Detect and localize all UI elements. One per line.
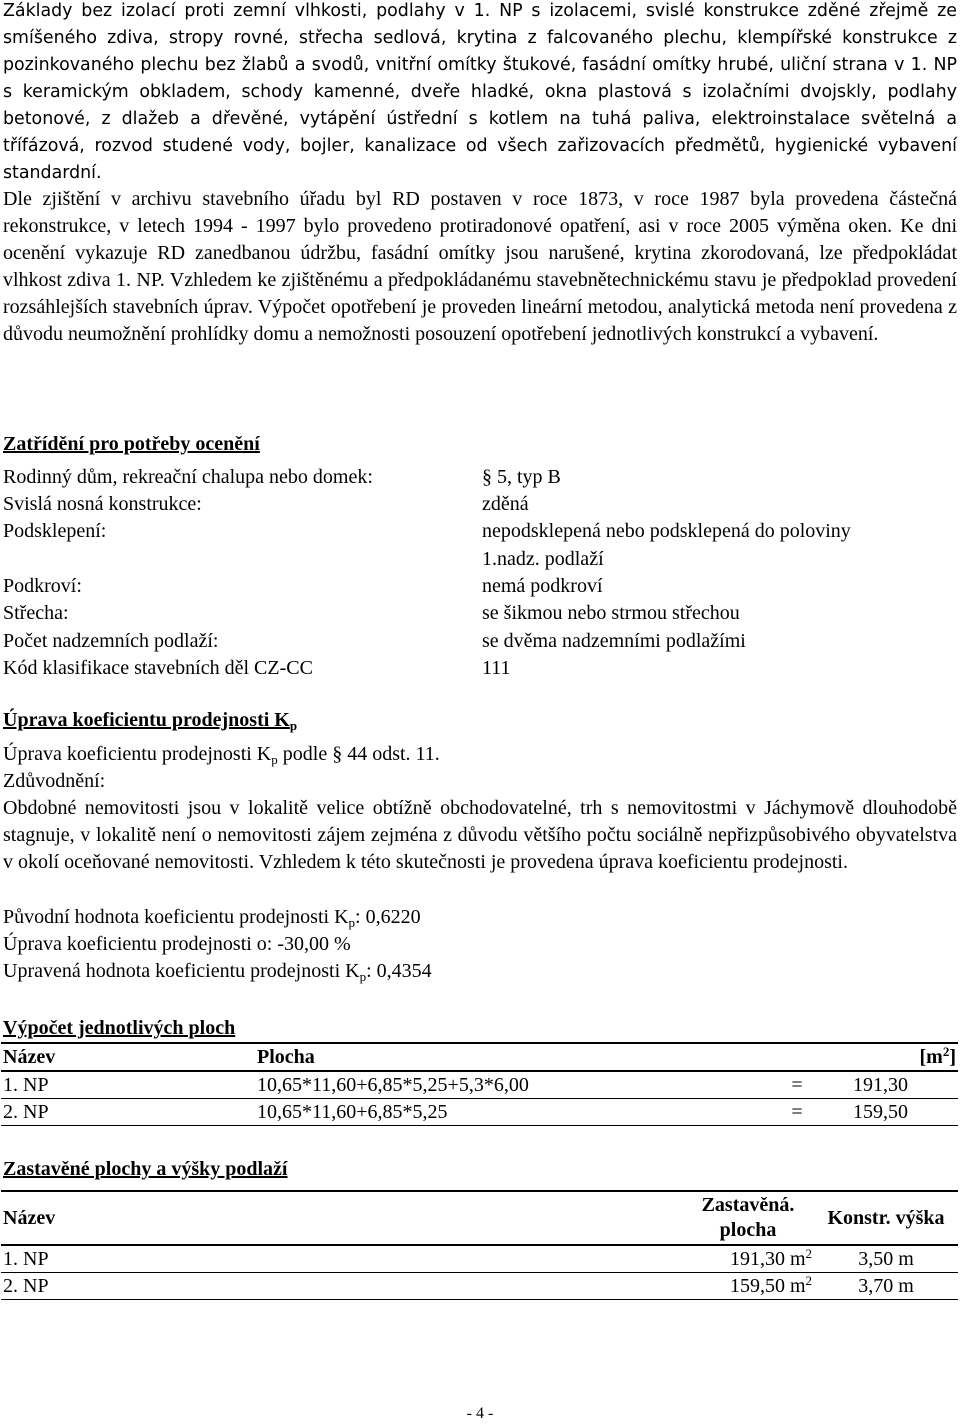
table-header-row: Název Zastavěná. plocha Konstr. výška [1, 1191, 958, 1245]
history-description [3, 186, 957, 348]
table-header-row: Název Plocha $[m^2]$ [1, 1043, 958, 1071]
kp-heading: Úprava koeficientu prodejnosti $K_p$ [3, 709, 298, 733]
table-row: 2. NP 159,50 $m^2$ 3,70 m [1, 1273, 958, 1300]
table-row: 1. NP 10,65*11,60+6,85*5,25+5,3*6,00 = 191,30 [1, 1071, 958, 1099]
classification-row: Svislá nosná konstrukce: zděná [3, 493, 529, 515]
kp-reason-label: Zdůvodnění: [3, 770, 106, 792]
kp-new-value: Upravená hodnota koeficientu prodejnosti $K_p$: 0,4354 [3, 960, 432, 984]
built-table [1, 1190, 958, 1300]
classification-row: Střecha: se šikmou nebo strmou střechou [3, 602, 740, 624]
paragraph-construction: Základy bez izolací proti zemní vlhkosti, podlahy v 1. NP s izolacemi, svislé konstrukce zděné zřejmě ze smíšeného zdiva, stropy rovné, střecha sedlová, krytina z falcovaného plechu, klempířské konstrukce z pozinkovaného plechu bez žlabů a svodů, vnitřní omítky štukové, fasádní omítky hrubé, uliční strana v 1. NP s keramickým obkladem, schody kamenné, dveře hladké, okna plastová s izolačními dvojskly, podlahy betonové, z dlažeb a dřevěné, vytápění ústřední s kotlem na tuhá paliva, elektroinstalace světelná a třífázová, rozvod studené vody, bojler, kanalizace od všech zařizovacích předmětů, hygienické vybavení standardní. [3, 1, 957, 183]
classification-heading: Zatřídění pro potřeby ocenění [3, 433, 260, 455]
paragraph-history: Dle zjištění v archivu stavebního úřadu byl RD postaven v roce 1873, v roce 1987 byla provedena částečná rekonstrukce, v letech 1994 - 1997 bylo provedeno protiradonové opatření, asi v roce 2005 výměna oken. Ke dni ocenění vykazuje RD zanedbanou údržbu, fasádní omítky jsou narušené, krytina zkorodovaná, lze předpokládat vlhkost zdiva 1. NP. Vzhledem ke zjištěnému a předpokládanému stavebnětechnickému stavu je předpoklad provedení rozsáhlejších stavebních úprav. Výpočet opotřebení je proveden lineární metodou, analytická metoda není provedena z důvodu neumožnění prohlídky domu a nemožnosti posouzení opotřebení jednotlivých konstrukcí a vybavení. [3, 188, 957, 345]
table-row: 1. NP 191,30 $m^2$ 3,50 m [1, 1245, 958, 1273]
kp-original-value: Původní hodnota koeficientu prodejnosti $K_p$: 0,6220 [3, 906, 421, 930]
page-number: - 4 - [466, 1405, 494, 1422]
areas-heading: Výpočet jednotlivých ploch [3, 1017, 236, 1039]
kp-reason-text: Obdobné nemovitosti jsou v lokalitě velice obtížně obchodovatelné, trh s nemovitostmi v Jáchymově dlouhodobě stagnuje, v lokalitě není o nemovitosti zájem zejména z důvodu většího počtu sociálně nepřizpůsobivého obyvatelstva v okolí oceňované nemovitosti. Vzhledem k této skutečnosti je provedena úprava koeficientu prodejnosti. [3, 797, 957, 873]
classification-row: Podkroví: nemá podkroví [3, 575, 603, 597]
classification-row: Kód klasifikace stavebních děl CZ-CC 111 [3, 657, 511, 679]
kp-reason [3, 795, 957, 876]
kp-adjustment-line: Úprava koeficientu prodejnosti $K_p$ podle § 44 odst. 11. [3, 743, 440, 767]
kp-adjustment-percent: Úprava koeficientu prodejnosti o: -30,00 % [3, 933, 351, 955]
areas-table [1, 1042, 958, 1126]
classification-row: Podsklepení: nepodsklepená nebo podsklepená do poloviny [3, 520, 851, 542]
table-row: 2. NP 10,65*11,60+6,85*5,25 = 159,50 [1, 1099, 958, 1126]
construction-description [3, 0, 957, 187]
classification-row: Počet nadzemních podlaží: se dvěma nadzemními podlažími [3, 630, 746, 652]
built-heading: Zastavěné plochy a výšky podlaží [3, 1158, 288, 1180]
classification-row: Rodinný dům, rekreační chalupa nebo domek: § 5, typ B [3, 466, 561, 488]
